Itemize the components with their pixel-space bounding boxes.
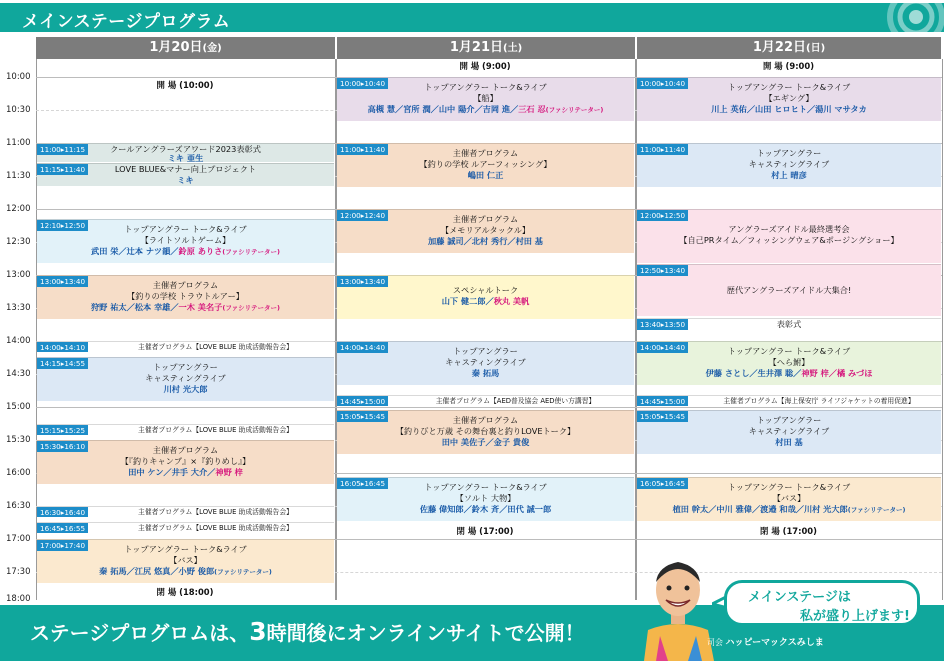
day3-event-4[interactable]: 12:50▸13:40 歴代アングラーズアイドル大集合!: [637, 264, 941, 316]
day1-event-7[interactable]: 15:15▸15:25 主催者プログラム【LOVE BLUE 助成活動報告会】: [37, 424, 334, 435]
bubble-text-2: 私が盛り上げます!: [800, 609, 910, 624]
day1-event-11[interactable]: 17:00▸17:40 トップアングラー トーク&ライブ 【バス】 秦 拓馬／江尻 悠真／小野 俊郎(ファシリテーター): [37, 539, 334, 583]
day1-event-5[interactable]: 14:00▸14:10 主催者プログラム【LOVE BLUE 助成活動報告会】: [37, 341, 334, 352]
day1-event-1[interactable]: 11:00▸11:15 クールアングラーズアワード2023表彰式 ミキ 亜生: [37, 143, 334, 162]
day1-event-8[interactable]: 15:30▸16:10 主催者プログラム 【『釣りキャンプ』×『釣りめし』】 田中 ケン／井手 大介／神野 梓: [37, 440, 334, 484]
day-header-1: 1月20日(金): [36, 37, 335, 59]
day2-close: 閉 場 (17:00): [456, 526, 514, 536]
day1-event-4[interactable]: 13:00▸13:40 主催者プログラム 【釣りの学校 トラウトルアー】 狩野 祐太／松本 幸雄／一木 美名子(ファシリテーター): [37, 275, 334, 319]
grid-line: [36, 407, 942, 408]
time-label: 13:00: [6, 270, 31, 280]
day3-event-1[interactable]: 10:00▸10:40 トップアングラー トーク&ライブ 【エギング】 川上 英佑／山田 ヒロヒト／湯川 マサタカ: [637, 77, 941, 121]
day1-close: 閉 場 (18:00): [156, 587, 214, 597]
event-time-badge: 16:45▸16:55: [37, 523, 88, 533]
day2-event-8[interactable]: 16:05▸16:45 トップアングラー トーク&ライブ 【ソルト 大物】 佐藤 偉知郎／鈴木 斉／田代 誠一郎: [337, 477, 634, 521]
event-time-badge: 12:10▸12:50: [37, 220, 88, 231]
day3-close: 閉 場 (17:00): [760, 526, 817, 536]
event-time-badge: 15:15▸15:25: [37, 425, 88, 435]
day-header-2: 1月21日(土): [337, 37, 635, 59]
bubble-text-1: メインステージは: [748, 590, 851, 605]
event-time-badge: 14:00▸14:10: [37, 342, 88, 352]
page-header: [0, 3, 944, 32]
day1-event-3[interactable]: 12:10▸12:50 トップアングラー トーク&ライブ 【ライトソルトゲーム】 武田 栄／辻本 ナツ韻／鈴原 ありさ(ファシリテーター): [37, 219, 334, 263]
time-label: 16:30: [6, 501, 31, 511]
time-label: 11:30: [6, 171, 31, 181]
day3-event-3[interactable]: 12:00▸12:50 アングラーズアイドル最終選考会 【自己PRタイム／フィッシングウェア&ポージングショー】: [637, 209, 941, 263]
day1-open: 開 場 (10:00): [156, 80, 214, 90]
event-time-badge: 15:05▸15:45: [637, 411, 688, 422]
day2-event-6[interactable]: 14:45▸15:00 主催者プログラム【AED普及協会 AED使い方講習】: [337, 395, 634, 406]
day2-event-2[interactable]: 11:00▸11:40 主催者プログラム 【釣りの学校 ルアーフィッシング】 嶋田 仁正: [337, 143, 634, 187]
event-time-badge: 14:15▸14:55: [37, 358, 88, 369]
day3-open: 開 場 (9:00): [762, 61, 815, 71]
host-credit: 司会 ハッピーマックスみしま: [707, 638, 824, 648]
day1-event-10[interactable]: 16:45▸16:55 主催者プログラム【LOVE BLUE 助成活動報告会】: [37, 522, 334, 533]
event-time-badge: 14:45▸15:00: [637, 396, 688, 406]
time-label: 18:00: [6, 594, 31, 604]
banner-message: ステージプログロムは、3時間後にオンラインサイトで公開！: [30, 617, 585, 646]
time-label: 14:30: [6, 369, 31, 379]
time-label: 11:00: [6, 138, 31, 148]
day-header-3: 1月22日(日): [637, 37, 941, 59]
day3-event-8[interactable]: 15:05▸15:45 トップアングラー キャスティングライブ 村田 基: [637, 410, 941, 454]
day2-event-3[interactable]: 12:00▸12:40 主催者プログラム 【メモリアルタックル】 加藤 誠司／北村 秀行／村田 基: [337, 209, 634, 253]
day-column-1: [36, 59, 336, 600]
time-label: 17:00: [6, 534, 31, 544]
event-time-badge: 10:00▸10:40: [637, 78, 688, 89]
event-time-badge: 11:00▸11:15: [37, 144, 88, 155]
host-illustration-icon: [638, 552, 718, 661]
event-time-badge: 12:00▸12:50: [637, 210, 688, 221]
time-label: 15:00: [6, 402, 31, 412]
event-time-badge: 17:00▸17:40: [37, 540, 88, 551]
event-time-badge: 10:00▸10:40: [337, 78, 388, 89]
event-time-badge: 11:00▸11:40: [337, 144, 388, 155]
event-time-badge: 16:05▸16:45: [637, 478, 688, 489]
event-time-badge: 15:30▸16:10: [37, 441, 88, 452]
event-time-badge: 14:00▸14:40: [637, 342, 688, 353]
day1-event-2[interactable]: 11:15▸11:40 LOVE BLUE&マナー向上プロジェクト ミキ: [37, 163, 334, 186]
time-label: 14:00: [6, 336, 31, 346]
time-label: 17:30: [6, 567, 31, 577]
day2-event-5[interactable]: 14:00▸14:40 トップアングラー キャスティングライブ 秦 拓馬: [337, 341, 634, 385]
day1-event-9[interactable]: 16:30▸16:40 主催者プログラム【LOVE BLUE 助成活動報告会】: [37, 506, 334, 517]
day2-event-7[interactable]: 15:05▸15:45 主催者プログラム 【釣りびと万歳 その舞台裏と釣りLOVEトーク】 田中 美佐子／金子 貴俊: [337, 410, 634, 454]
event-time-badge: 15:05▸15:45: [337, 411, 388, 422]
day1-event-6[interactable]: 14:15▸14:55 トップアングラー キャスティングライブ 川村 光大郎: [37, 357, 334, 401]
day2-event-1[interactable]: 10:00▸10:40 トップアングラー トーク&ライブ 【船】 高槻 慧／宮所 潤／山中 陽介／吉岡 進／三石 忍(ファシリテーター): [337, 77, 634, 121]
event-time-badge: 16:05▸16:45: [337, 478, 388, 489]
event-time-badge: 14:00▸14:40: [337, 342, 388, 353]
event-time-badge: 14:45▸15:00: [337, 396, 388, 406]
event-time-badge: 11:15▸11:40: [37, 164, 88, 175]
day3-event-6[interactable]: 14:00▸14:40 トップアングラー トーク&ライブ 【へら鮒】 伊藤 さとし／生井澤 聡／神野 梓／橘 みづほ: [637, 341, 941, 385]
time-label: 12:30: [6, 237, 31, 247]
day2-open: 開 場 (9:00): [459, 61, 511, 71]
time-label: 12:00: [6, 204, 31, 214]
page-title: メインステージプログラム: [22, 12, 231, 32]
event-time-badge: 13:00▸13:40: [37, 276, 88, 287]
time-label: 10:30: [6, 105, 31, 115]
event-time-badge: 12:50▸13:40: [637, 265, 688, 276]
event-time-badge: 13:00▸13:40: [337, 276, 388, 287]
decorative-circles-icon: [804, 3, 944, 35]
time-label: 10:00: [6, 72, 31, 82]
time-label: 15:30: [6, 435, 31, 445]
day3-event-5[interactable]: 13:40▸13:50 表彰式: [637, 318, 941, 330]
event-time-badge: 16:30▸16:40: [37, 507, 88, 517]
event-time-badge: 12:00▸12:40: [337, 210, 388, 221]
day3-event-2[interactable]: 11:00▸11:40 トップアングラー キャスティングライブ 村上 晴彦: [637, 143, 941, 187]
time-label: 16:00: [6, 468, 31, 478]
day2-event-4[interactable]: 13:00▸13:40 スペシャルトーク 山下 健二郎／秋丸 美帆: [337, 275, 634, 319]
event-time-badge: 11:00▸11:40: [637, 144, 688, 155]
day3-event-9[interactable]: 16:05▸16:45 トップアングラー トーク&ライブ 【バス】 植田 幹太／中川 雅偉／渡邉 和哉／川村 光大郎(ファシリテーター): [637, 477, 941, 521]
time-label: 13:30: [6, 303, 31, 313]
day3-event-7[interactable]: 14:45▸15:00 主催者プログラム【海上保安庁 ライフジャケットの着用促進】: [637, 395, 941, 406]
event-time-badge: 13:40▸13:50: [637, 319, 688, 330]
